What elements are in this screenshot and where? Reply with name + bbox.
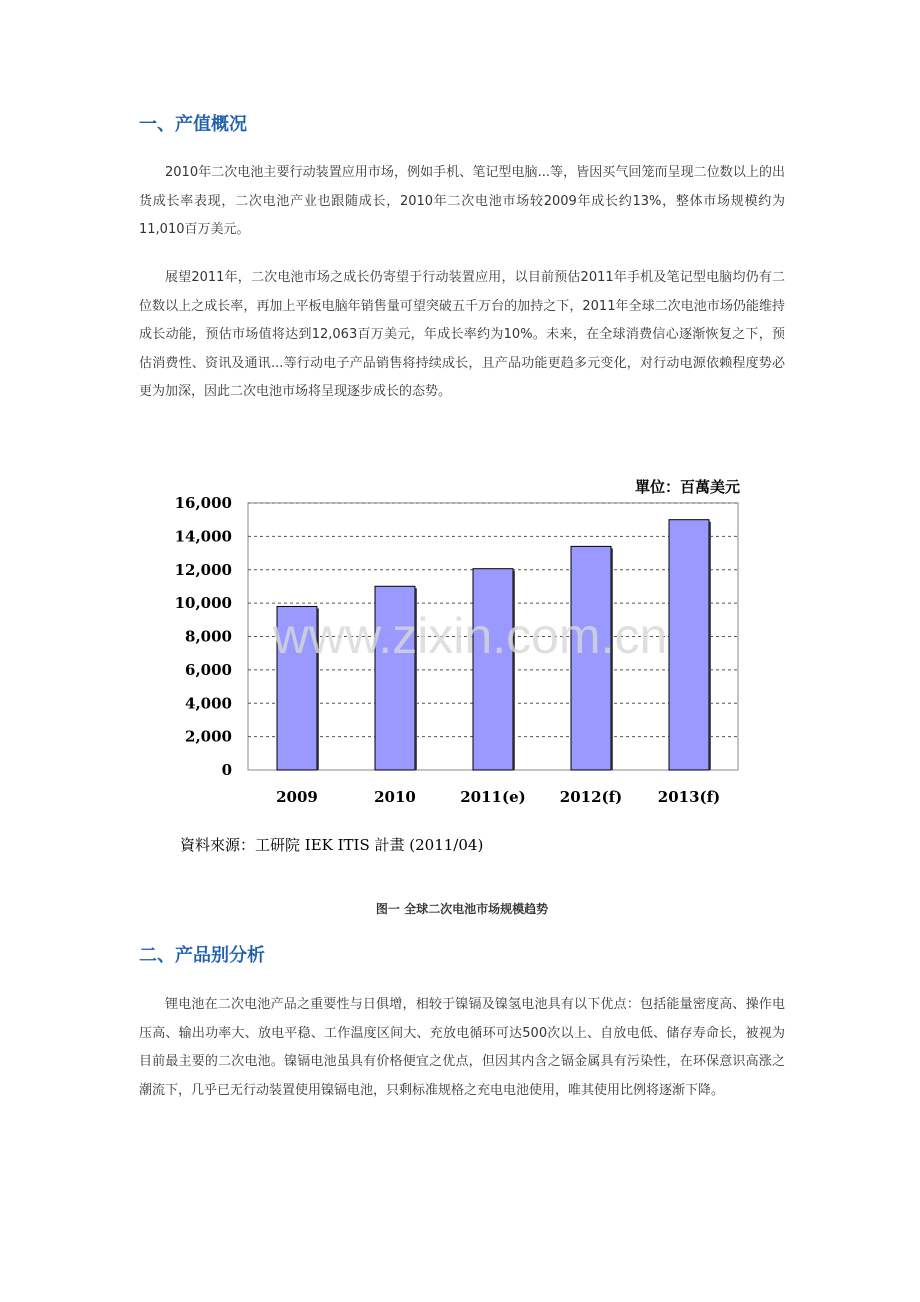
x-tick-label: 2012(f) — [559, 788, 623, 806]
source-note: 資料來源：工研院 IEK ITIS 計畫 (2011/04) — [180, 836, 484, 854]
y-tick-label: 4,000 — [185, 694, 232, 713]
y-tick-label: 6,000 — [185, 660, 232, 679]
x-tick-label: 2010 — [374, 788, 416, 806]
x-tick-label: 2013(f) — [657, 788, 721, 806]
unit-label: 單位：百萬美元 — [634, 478, 740, 496]
y-tick-label: 16,000 — [174, 494, 232, 512]
y-tick-label: 12,000 — [174, 560, 232, 579]
section-2-paragraph-1: 锂电池在二次电池产品之重要性与日俱增，相较于镍镉及镍氢电池具有以下优点：包括能量密度高、操作电压高、输出功率大、放电平稳、工作温度区间大、充放电循环可达500次以上、自放电低、储存寿命长，被视为目前最主要的二次电池。镍镉电池虽具有价格便宜之优点，但因其内含之镉金属具有污染性，在环保意识高涨之潮流下，几乎已无行动装置使用镍镉电池，只剩标准规格之充电电池使用，唯其使用比例将逐渐下降。 — [139, 997, 785, 1098]
x-tick-label: 2009 — [276, 788, 318, 806]
figure-caption: 图一 全球二次电池市场规模趋势 — [375, 902, 549, 916]
y-tick-label: 14,000 — [174, 527, 232, 546]
y-tick-label: 8,000 — [185, 627, 232, 646]
section-1-paragraph-1: 2010年二次电池主要行动装置应用市场，例如手机、笔记型电脑...等，皆因买气回笼而呈现二位数以上的出货成长率表现，二次电池产业也跟随成长，2010年二次电池市场较2009年成长约13%，整体市场规模约为11,010百万美元。 — [139, 165, 785, 237]
x-tick-label: 2011(e) — [460, 788, 526, 806]
bar-2013(f) — [669, 520, 709, 770]
section-1-paragraph-2: 展望2011年，二次电池市场之成长仍寄望于行动装置应用，以目前预估2011年手机及笔记型电脑均仍有二位数以上之成长率，再加上平板电脑年销售量可望突破五千万台的加持之下，2011年全球二次电池市场仍能维持成长动能，预估市场值将达到12,063百万美元，年成长率约为10%。未来，在全球消费信心逐渐恢复之下，预估消费性、资讯及通讯...等行动电子产品销售将持续成长，且产品功能更趋多元变化，对行动电源依赖程度势必更为加深，因此二次电池市场将呈现逐步成长的态势。 — [139, 270, 785, 399]
watermark: www.zixin.com.cn — [272, 608, 668, 664]
y-tick-label: 0 — [221, 761, 232, 779]
section-1-heading: 一、产值概况 — [139, 114, 247, 135]
y-tick-label: 10,000 — [174, 594, 232, 613]
bar-2011(e) — [473, 569, 513, 770]
section-2-heading: 二、产品别分析 — [139, 945, 265, 966]
market-size-bar-chart — [170, 468, 760, 868]
y-tick-label: 2,000 — [185, 727, 232, 746]
